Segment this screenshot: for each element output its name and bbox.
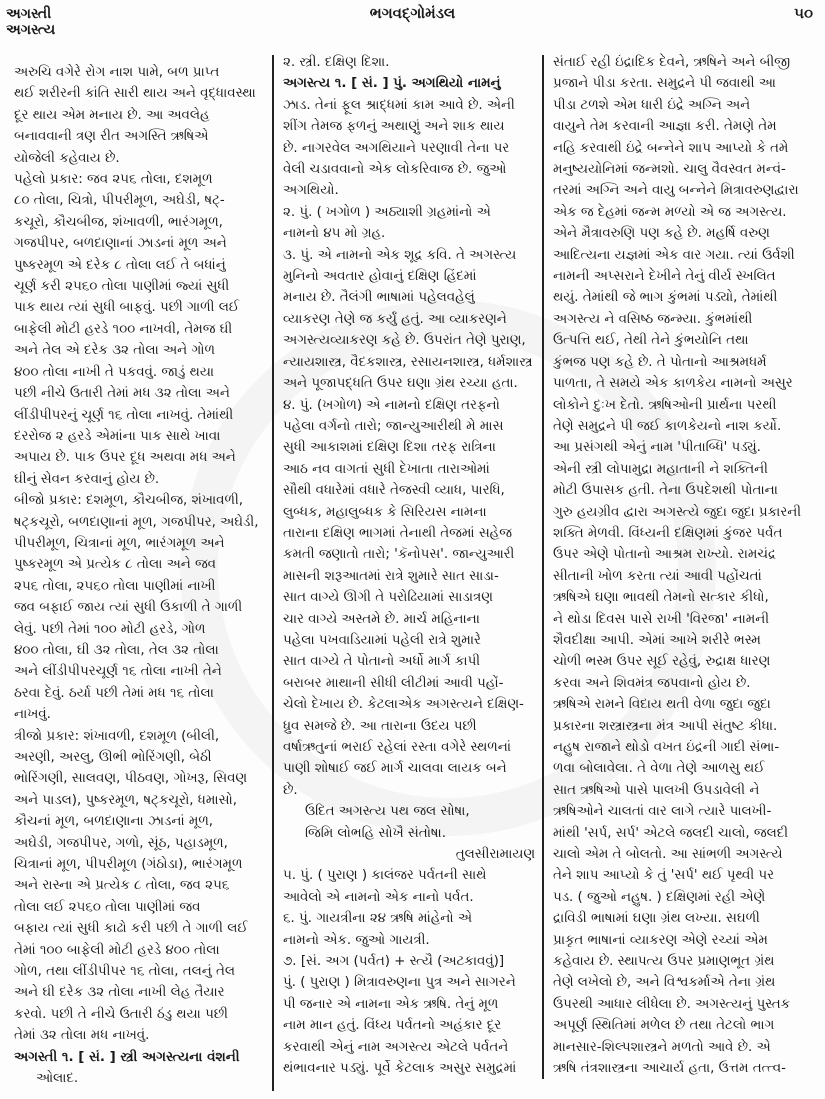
text-line: કૌચનાં મૂળ, બળદાણાના ઝાડનાં મૂળ, — [14, 814, 214, 830]
text-line: અને ઘી દરેક ૩૨ તોલા નાખી લેહ તૈયાર — [14, 985, 225, 1001]
text-line: આદિત્યના યજ્ઞમાં એક વાર ગયા. ત્યાં ઉર્વશી — [553, 247, 795, 263]
text-line: પ્રાકૃત ભાષાનાં વ્યાકરણ એણે રચ્યાં એમ — [553, 932, 768, 948]
text-line: બફાય ત્યાં સુધી કાઢો કરી પછી તે ગાળી લઈ — [14, 921, 248, 937]
text-line: યોજેલી કહેવાય છે. — [14, 150, 120, 166]
text-line: ઠરવા દેવું. ઠર્યા પછી તેમાં મધ ૧૬ તોલા — [14, 685, 214, 701]
text-line: પડ. ( જુઓ નહુષ. ) દક્ષિણમાં રહી એણે — [553, 889, 766, 905]
text-line: કરવો. પછી તે નીચે ઉતારી ઠંડુ થયા પછી — [14, 1006, 228, 1022]
text-line: પુષ્કરમૂળ એ દરેક ૮ તોલા લઈ તે બધાંનું — [14, 257, 226, 273]
text-line: શીંગ તેમજ ફળનું અથાણું અને શાક થાય — [283, 119, 505, 135]
quotation-line: જિમિ લોભહિ સોખૈ સંતોષા. — [305, 825, 446, 841]
text-line: મોટી ઉપાસક હતી. તેના ઉપદેશથી પોતાના — [553, 483, 778, 499]
text-line: ઋષિએ રામને વિદાય થતી વેળા જુદા જુદા — [553, 697, 771, 713]
text-line: નહિ કરવાથી ઇંદ્રે બન્નેને શાપ આપ્યો કે તમે — [553, 140, 789, 156]
text-line: તેમાં ૧૦૦ બાફેલી મોટી હરડે ૪૦૦ તોલા — [14, 942, 220, 958]
text-line: અઘેડી, ગજપીપર, ગળો, સૂંઠ, પહાડમૂળ, — [14, 835, 228, 851]
text-line: સુધી આકાશમાં દક્ષિણ દિશા તરફ રાત્રિના — [283, 440, 496, 456]
text-line: કહેવાય છે. સ્થાપત્ય ઉપર પ્રમાણભૂત ગ્રંથ — [553, 954, 775, 970]
text-line: ષટ્કચૂરો, બળદાણાનાં મૂળ, ગજપીપર, અઘેડી, — [14, 514, 259, 530]
text-line: ગોળ, તથા લીંડીપીપર ૧૬ તોલા, તલનું તેલ — [14, 964, 235, 980]
text-line: ત્રીજો પ્રકાર: શંખાવળી, દશમૂળ (બીલી, — [14, 728, 220, 744]
text-line: કુંભજ પણ કહે છે. તે પોતાનો આશ્રમધર્મ — [553, 354, 767, 370]
text-line: પહેલા પખવાડિયામાં પહેલી રાત્રે શુમારે — [283, 632, 481, 648]
text-line: ચિત્રાનાં મૂળ, પીપરીમૂળ (ગંઠોડા), ભારંગમૂળ — [14, 857, 243, 873]
text-line: અગસ્ત્ય ને વસિષ્ઠ જન્મ્યા. કુંભમાંથી — [553, 311, 753, 327]
text-line: લીંડીપીપરનું ચૂર્ણ ૧૬ તોલા નાખવું. તેમાંથી — [14, 407, 234, 423]
text-line: ૪૦૦ તોલા, ઘી ૩૨ તોલા, તેલ ૩૨ તોલા — [14, 642, 219, 658]
text-line: તેને શાપ આપ્યો કે તું 'સર્પ' થઈ પૃથ્વી પર — [553, 868, 775, 884]
text-line: નહુષ રાજાને થોડો વખત ઇંદ્રની ગાદી સંભા- — [553, 740, 780, 755]
text-line: ઓલાદ. — [36, 1071, 79, 1087]
text-line: આવેલો એ નામનો એક નાનો પર્વત. — [283, 889, 474, 905]
text-line: થયું. તેમાંથી જે ભાગ કુંભમાં પડ્યો, તેમાંથી — [553, 290, 778, 306]
text-line: ૨. સ્ત્રી. દક્ષિણ દિશા. — [283, 55, 390, 70]
text-line: કરવા અને શિવમંત્ર જપવાનો હોય છે. — [553, 675, 751, 691]
text-line: અને તેલ એ દરેક ૩૨ તોલા અને ગોળ — [14, 343, 215, 359]
text-line: નામ માન હતું. વિંધ્ય પર્વતનો અહંકાર દૂર — [283, 1018, 502, 1034]
text-line: વ્યાકરણ તેણે જ કર્યું હતું. આ વ્યાકરણને — [283, 311, 507, 327]
text-line: ૨. પું. ( ખગોળ ) અઠ્યાશી ગ્રહમાંનો એ — [283, 204, 491, 220]
text-line: તેમાં ૩૨ તોલા મધ નાખવું. — [14, 1028, 150, 1044]
guide-word-first: અગસ્તી — [6, 6, 52, 22]
text-line: બનાવવાની ત્રણ રીત અગસ્તિ ઋષિએ — [14, 129, 209, 145]
text-line: દરરોજ ૨ હરડે એમાંના પાક સાથે ખાવા — [14, 428, 221, 444]
text-line: ઘીનું સેવન કરવાનું હોય છે. — [14, 471, 160, 487]
text-line: અપાય છે. પાક ઉપર દૂધ અથવા મધ અને — [14, 450, 236, 466]
text-line: ળવા બોલાવેલા. તે વેળા તેણે આળસુ થઈ — [553, 761, 765, 777]
page-number: ૫૦ — [794, 4, 813, 22]
text-line: પ્રકારના શસ્ત્રાસ્ત્રના મંત્ર આપી સંતુષ્ટ કીધા. — [553, 718, 778, 734]
text-line: માસની શરૂઆતમાં રાત્રે શુમારે સાત સાડા- — [283, 568, 499, 584]
text-line: સીતાની ખોળ કરતા ત્યાં આવી પહોંચતાં — [553, 568, 762, 584]
text-line: બાફેલી મોટી હરડે ૧૦૦ નાખવી, તેમજ ઘી — [14, 321, 233, 337]
text-line: સાત વાગ્યે ઊગી તે પરોઢિયામાં સાડાત્રણ — [283, 590, 493, 606]
text-line: ઉપર એણે પોતાનો આશ્રમ રાખ્યો. રામચંદ્ર — [553, 547, 776, 563]
text-line: કમતી જણાતો તારો; 'કૅનોપસ'. જાન્યુઆરી — [283, 547, 515, 563]
text-line: બરાબર માથાની સીધી લીટીમાં આવી પહોં- — [283, 675, 504, 691]
text-line: મનાય છે. તૈલંગી ભાષામાં પહેલવહેલું — [283, 290, 475, 306]
entry-headword: અગસ્ત્ય ૧. [ સં. ] પું. અગથિયો નામનું — [283, 76, 501, 92]
text-line: થંભાવનાર પડ્યું. પૂર્વે કેટલાક અસુર સમુદ્રમાં — [283, 1061, 517, 1077]
text-line: ૭. [સં. અગ (પર્વત) + સ્ત્યૈ (અટકાવવું)] — [283, 954, 505, 970]
text-line: એક જ દેહમાં જન્મ મળ્યો એ જ અગસ્ત્ય. — [553, 204, 787, 220]
text-line: જવ બફાઈ જાય ત્યાં સુધી ઉકાળી તે ગાળી — [14, 600, 243, 616]
text-line: ગજપીપર, બળદાણાનાં ઝાડનાં મૂળ અને — [14, 236, 227, 252]
text-line: ઋષિએ ઘણા ભાવથી તેમનો સત્કાર કીધો, — [553, 590, 769, 606]
text-line: વાયુને તેમ કરવાની આજ્ઞા કરી. તેમણે તેમ — [553, 119, 777, 135]
text-line: ચાલો એમ તે બોલતો. આ સાંભળી અગસ્ત્યે — [553, 847, 783, 863]
text-line: ઋષિ તંત્રશાસ્ત્રના આચાર્ય હતા, ઉત્તમ તત્ત્વ- — [553, 1061, 786, 1077]
column-left — [14, 62, 264, 1095]
text-line: અગસ્ત્યવ્યાકરણ કહે છે. ઉપરાંત તેણે પુરાણ, — [283, 333, 526, 349]
text-line: ૮૦ તોલા, ચિત્રો, પીપરીમૂળ, અઘેડી, ષટ્- — [14, 193, 225, 209]
guide-word-second: અગસ્ત્ય — [6, 22, 56, 38]
column-middle — [283, 52, 535, 1095]
page-header — [0, 0, 825, 40]
text-line: ચાર વાગ્યે અસ્તમે છે. માર્ચ મહિનાના — [283, 611, 480, 627]
text-line: શૈવદીક્ષા આપી. એમાં આખે શરીરે ભસ્મ — [553, 632, 761, 648]
text-line: તરમાં અગ્નિ અને વાયુ બન્નેને મિત્રાવરુણદ્વારા — [553, 183, 799, 199]
text-line: નામનો ૪૫ મો ગ્રહ. — [283, 226, 386, 242]
column-right — [553, 52, 809, 1095]
text-line: સૌથી વધારેમાં વધારે તેજસ્વી વ્યાધ, પારધિ, — [283, 483, 505, 499]
text-line: પીડા ટળશે એમ ધારી ઇંદ્રે અગ્નિ અને — [553, 97, 751, 113]
text-line: ઉત્પત્તિ થઈ, તેથી તેને કુંભયોનિ તથા — [553, 333, 749, 349]
text-line: શક્તિ મેળવી. વિંધ્યની દક્ષિણમાં કુંજર પર્વત — [553, 525, 783, 541]
text-line: તેણે લખેલો છે, અને વિશ્વકર્માએ તેના ગ્રંથ — [553, 975, 776, 991]
text-line: પહેલો પ્રકાર: જવ ૨૫૬ તોલા, દશમૂળ — [14, 172, 213, 188]
text-line: ને થોડા દિવસ પાસે રાખી 'વિરજા' નામની — [553, 611, 770, 627]
text-line: પુષ્કરમૂળ એ પ્રત્યેક ૮ તોલા અને જવ — [14, 557, 216, 573]
text-columns — [0, 40, 825, 1099]
text-line: અને પૂજાપદ્ધતિ ઉપર ઘણા ગ્રંથ રચ્યા હતા. — [283, 376, 518, 392]
text-line: પ્રજાને પીડા કરતા. સમુદ્રને પી જવાથી આ — [553, 76, 776, 92]
text-line: મુનિનો અવતાર હોવાનું દક્ષિણ હિંદમાં — [283, 269, 477, 285]
text-line: પાક થાય ત્યાં સુધી બાફવું. પછી ગાળી લઈ — [14, 300, 240, 316]
text-line: ૪૦૦ તોલા નાખી તે પકવવું. જાડું થયા — [14, 364, 215, 380]
text-line: ઉપરથી આધાર લીધેલા છે. અગસ્ત્યનું પુસ્તક — [553, 996, 791, 1012]
text-line: અને લીંડીપીપરચૂર્ણ ૧૬ તોલા નાખી તેને — [14, 664, 222, 680]
text-line: તોલા લઈ ૨૫૬૦ તોલા પાણીમાં જવ — [14, 899, 201, 915]
text-line: અરણી, અરલુ, ઊભી ભોરિંગણી, બેઠી — [14, 750, 212, 765]
text-line: કચૂરો, કૌચબીજ, શંખાવળી, ભારંગમૂળ, — [14, 214, 223, 230]
text-line: નાખવું. — [14, 707, 51, 723]
quotation-line: ઉદિત અગસ્ત્ય પથ જલ સોષા, — [305, 804, 470, 820]
text-line: અપૂર્ણ સ્થિતિમાં મળેલ છે તથા તેટલો ભાગ — [553, 1018, 775, 1034]
text-line: પછી નીચે ઉતારી તેમાં મધ ૩૨ તોલા અને — [14, 386, 230, 402]
text-line: છે. — [283, 782, 298, 798]
text-line: ભોરિંગણી, સાલવણ, પીઠવણ, ગોખરૂ, સિવણ — [14, 771, 248, 787]
text-line: ઝાડ. તેનાં ફૂલ શ્રાદ્ધમાં કામ આવે છે. એની — [283, 97, 515, 113]
text-line: નામની અપ્સરાને દેખીને તેનું વીર્ય સ્ખલિત — [553, 269, 776, 285]
text-line: ચોળી ભસ્મ ઉપર સૂઈ રહેવું, રુદ્રાક્ષ ધારણ — [553, 654, 771, 670]
text-line: આ પ્રસંગથી એનું નામ 'પીતાબ્ધિ' પડ્યું. — [553, 440, 761, 456]
text-line: વર્ષાઋતુનાં ભરાઈ રહેલાં રસ્તા વગેરે સ્થળનાં — [283, 740, 511, 755]
text-line: સાત ઋષિઓ પાસે પાલખી ઉપડાવેલી ને — [553, 782, 760, 798]
text-line: આઠ નવ વાગતાં સુધી દેખાતા તારાઓમાં — [283, 461, 490, 477]
text-line: પાળતા, તે સમયે એક કાળકેય નામનો અસુર — [553, 376, 793, 392]
text-line: ગુરુ હયગ્રીવ દ્વારા અગસ્ત્યે જુદા જુદા પ્રકારની — [553, 504, 802, 520]
quotation-attribution: તુલસીરામાયણ — [455, 847, 535, 863]
text-line: લેવું. પછી તેમાં ૧૦૦ મોટી હરડે, ગોળ — [14, 621, 206, 637]
text-line: વેલી ચડાવવાનો એક લોકરિવાજ છે. જુઓ — [283, 162, 507, 178]
text-line: દૂર થાય એમ મનાય છે. આ અવલેહ — [14, 107, 210, 123]
text-line: માનસાર-શિલ્પશાસ્ત્રને મળતો આવે છે. એ — [553, 1039, 771, 1055]
text-line: ન્યાયશાસ્ત્ર, વૈદકશાસ્ત્ર, રસાયનશાસ્ત્ર, ધર્મશાસ્ત્ર — [283, 354, 533, 370]
text-line: અરુચિ વગેરે રોગ નાશ પામે, બળ પ્રાપ્ત — [14, 65, 220, 80]
text-line: ચેલો દેખાય છે. કેટલાએક અગસ્ત્યને દક્ષિણ- — [283, 697, 524, 713]
text-line: પહેલા વર્ગનો તારો; જાન્યુઆરીથી મે માસ — [283, 418, 504, 434]
text-line: માંથી 'સર્પ, સર્પ' એટલે જલદી ચાલો, જલદી — [553, 825, 789, 841]
text-line: ૨૫૬ તોલા, ૨૫૬૦ તોલા પાણીમાં નાખી — [14, 578, 216, 594]
text-line: અગથિયો. — [283, 183, 339, 199]
text-line: તેણે સમુદ્રને પી જઈ કાળકેયનો નાશ કર્યો. — [553, 418, 782, 434]
text-line: ઋષિઓને ચાલતાં વાર લાગે ત્યારે પાલખી- — [553, 804, 772, 820]
text-line: છે. નાગરવેલ અગથિયાને પરણાવી તેના પર — [283, 140, 510, 156]
text-line: મનુષ્યયોનિમાં જન્મશો. ચાલુ વૈવસ્વત મન્વં- — [553, 162, 786, 178]
text-line: કરવાથી એનું નામ અગસ્ત્ય એટલે પર્વતને — [283, 1039, 509, 1055]
text-line: લુબ્ધક, મહાલુબ્ધક કે સિરિયસ નામના — [283, 504, 487, 520]
text-line: એને મૈત્રાવરુણિ પણ કહે છે. મહર્ષિ વરુણ — [553, 226, 770, 242]
text-line: અને પાડલ), પુષ્કરમૂળ, ષટ્કચૂરો, ધમાસો, — [14, 792, 238, 808]
entry-headword: અગસ્તી ૧. [ સં. ] સ્ત્રી અગસ્ત્યના વંશની — [14, 1049, 240, 1065]
text-line: ૩. પું. એ નામનો એક શૂદ્ર કવિ. તે અગસ્ત્ય — [283, 247, 517, 263]
text-line: પાણી શોષાઈ જઈ માર્ગ ચાલવા લાયક બને — [283, 761, 507, 777]
text-line: દ્રાવિડી ભાષામાં ઘણા ગ્રંથ લખ્યા. સઘળી — [553, 911, 760, 927]
text-line: ચૂર્ણ કરી ૨૫૬૦ તોલા પાણીમાં જ્યાં સુધી — [14, 279, 230, 295]
text-line: સાત વાગ્યે તે પોતાનો અર્ધો માર્ગ કાપી — [283, 654, 481, 670]
running-title: ભગવદ્ગોમંડલ — [369, 4, 456, 22]
text-line: ૪. પું. (ખગોળ) એ નામનો દક્ષિણ તરફનો — [283, 397, 500, 413]
text-line: સંતાઈ રહી ઇંદ્રાદિક દેવને, ઋષિને અને બીજી — [553, 55, 791, 70]
text-line: થઈ શરીરની કાંતિ સારી થાય અને વૃદ્ધાવસ્થા — [14, 86, 256, 102]
text-line: પું. ( પુરાણ ) મિત્રાવરુણના પુત્ર અને સાગરને — [283, 975, 516, 991]
text-line: તારાના દક્ષિણ ભાગમાં તેનાથી તેજમાં સહેજ — [283, 525, 512, 541]
text-line: એની સ્ત્રી લોપામુદ્રા મહાતાની ને શક્તિની — [553, 461, 768, 477]
text-line: બીજો પ્રકાર: દશમૂળ, કૌચબીજ, શંખાવળી, — [14, 493, 244, 509]
text-line: ૬. પું. ગાયત્રીના ૨૪ ઋષિ માંહેનો એ — [283, 911, 472, 927]
text-line: ધ્રુવ સમજે છે. આ તારાના ઉદય પછી — [283, 718, 477, 734]
text-line: અને રાસ્ના એ પ્રત્યેક ૮ તોલા, જવ ૨૫૬ — [14, 878, 230, 894]
text-line: લોકોને દુઃખ દેતો. ઋષિઓની પ્રાર્થના પરથી — [553, 397, 777, 413]
text-line: નામનો એક. જુઓ ગાયત્રી. — [283, 932, 430, 948]
text-line: ૫. પું. ( પુરાણ ) કાલંજર પર્વતની સાથે — [283, 868, 487, 884]
text-line: પીપરીમૂળ, ચિત્રાનાં મૂળ, ભારંગમૂળ અને — [14, 535, 225, 551]
text-line: પી જનાર એ નામના એક ઋષિ. તેનું મૂળ — [283, 996, 499, 1012]
